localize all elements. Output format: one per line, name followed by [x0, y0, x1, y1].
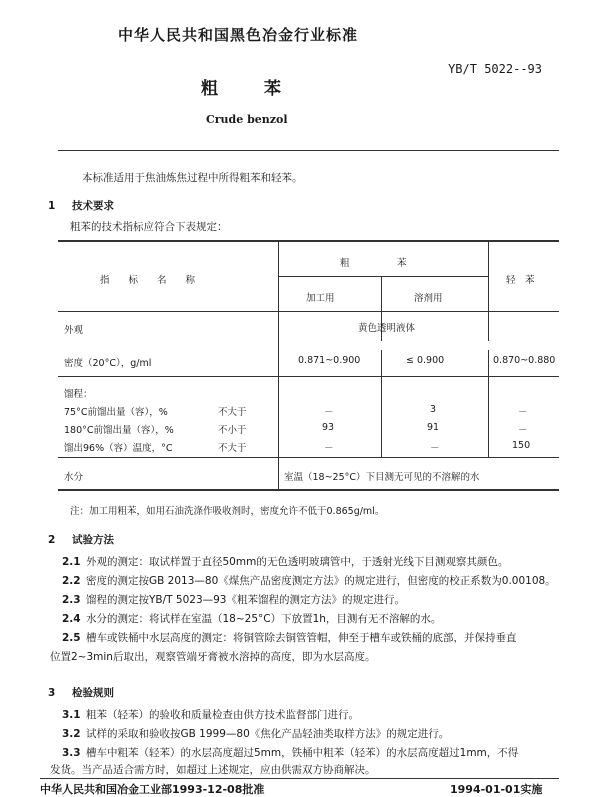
footer-divider [40, 778, 559, 779]
scope-paragraph: 本标准适用于焦油炼焦过程中所得粗苯和轻苯。 [82, 172, 303, 184]
row-value-solvent: － [430, 443, 440, 454]
table-border-top [58, 240, 559, 242]
table-col-rule-2b [381, 350, 382, 376]
row-value-light: － [518, 425, 528, 436]
clause-text: 馏程的测定按YB/T 5023—93《粗苯馏程的测定方法》的规定进行。 [86, 594, 405, 606]
table-water-rule [58, 457, 559, 458]
approval-line: 中华人民共和国冶金工业部1993-12-08批准 [40, 783, 265, 796]
english-title: Crude benzol [206, 113, 288, 126]
row-value-solvent: ≤ 0.900 [406, 355, 445, 366]
table-border-bottom [58, 489, 559, 491]
clause-2-5 [62, 630, 517, 645]
row-value-solvent: 3 [430, 404, 437, 415]
clause-text: 槽车中粗苯（轻苯）的水层高度超过5mm，铁桶中粗苯（轻苯）的水层高度超过1mm，不得 [86, 747, 519, 759]
clause-2-3 [62, 592, 405, 607]
section-title: 检验规则 [72, 687, 114, 699]
section-number: 3 [48, 687, 56, 699]
row-value-processing: － [324, 407, 334, 418]
row-value-light: 150 [512, 440, 531, 451]
section-title: 技术要求 [72, 200, 114, 212]
clause-number: 3.2 [62, 728, 81, 740]
issuing-category: 中华人民共和国黑色冶金行业标准 [118, 26, 359, 44]
section-2-heading [48, 532, 114, 547]
clause-number: 3.1 [62, 709, 81, 721]
clause-3-3-continued: 发货。当产品适合需方时，如超过上述规定，应由供需双方协商解决。 [50, 764, 376, 776]
row-limit: 不小于 [218, 425, 247, 436]
page-title: 粗 苯 [201, 79, 301, 99]
row-name: 馏出96%（容）温度，°C [64, 443, 173, 454]
effective-date: 1994-01-01实施 [450, 783, 543, 796]
title-divider [58, 150, 559, 151]
clause-number: 2.4 [62, 613, 81, 625]
clause-2-4 [62, 611, 441, 626]
row-name: 外观 [64, 325, 84, 336]
table-group-rule [58, 376, 559, 377]
row-limit: 不大于 [218, 407, 247, 418]
row-name: 馏程： [64, 389, 93, 400]
row-value-light: 0.870~0.880 [493, 355, 556, 366]
section-1-heading [48, 198, 114, 213]
row-name: 75°C前馏出量（容），% [64, 407, 168, 418]
col-header-crude: 粗 苯 [340, 258, 407, 269]
standard-number: YB/T 5022--93 [448, 62, 542, 76]
clause-2-2 [62, 573, 556, 588]
row-value-processing: － [324, 443, 334, 454]
row-value-processing: 0.871~0.900 [298, 355, 361, 366]
row-value-solvent: 91 [427, 422, 440, 433]
row-name: 密度（20°C），g/ml [64, 358, 152, 369]
section-number: 2 [48, 534, 56, 546]
clause-text: 试样的采取和验收按GB 1999—80《焦化产品轻油类取样方法》的规定进行。 [86, 728, 450, 740]
table-col-rule-2c [381, 376, 382, 457]
clause-text: 外观的测定：取试样置于直径50mm的无色透明玻璃管中，于透射光线下目测观察其颜色。 [86, 556, 509, 568]
clause-3-3 [62, 745, 518, 760]
table-col-rule-3 [488, 240, 489, 341]
clause-2-1 [62, 554, 508, 569]
row-limit: 不大于 [218, 443, 247, 454]
clause-text: 槽车或铁桶中水层高度的测定：将铜管除去铜管管帽，伸至于槽车或铁桶的底部，并保持垂直 [86, 632, 517, 644]
row-merged-value: 室温（18~25°C）下目测无可见的不溶解的水 [284, 472, 480, 483]
subheader-solvent: 溶剂用 [414, 293, 443, 304]
clause-number: 2.3 [62, 594, 81, 606]
spec-table [58, 240, 559, 490]
row-value-light: － [518, 407, 528, 418]
row-value-processing: 93 [322, 422, 335, 433]
clause-text: 水分的测定：将试样在室温（18~25°C）下放置1h，目测有无不溶解的水。 [86, 613, 442, 625]
clause-text: 粗苯（轻苯）的验收和质量检查由供方技术监督部门进行。 [86, 709, 359, 721]
section-title: 试验方法 [72, 534, 114, 546]
col-header-index: 指 标 名 称 [100, 275, 196, 286]
table-note: 注：加工用粗苯，如用石油洗涤作吸收剂时，密度允许不低于0.865g/ml。 [70, 506, 385, 517]
row-name: 水分 [64, 472, 84, 483]
clause-2-5-continued: 位置2~3min后取出，观察管端牙膏被水溶掉的高度，即为水层高度。 [50, 651, 376, 663]
section-3-heading [48, 685, 114, 700]
col-header-light: 轻 苯 [506, 275, 535, 286]
clause-number: 2.1 [62, 556, 81, 568]
clause-3-2 [62, 726, 449, 741]
section-1-lead: 粗苯的技术指标应符合下表规定： [70, 221, 228, 233]
clause-text: 密度的测定按GB 2013—80《煤焦产品密度测定方法》的规定进行，但密度的校正系数为0.00108。 [86, 575, 556, 587]
clause-3-1 [62, 707, 359, 722]
row-name: 180°C前馏出量（容），% [64, 425, 174, 436]
clause-number: 3.3 [62, 747, 81, 759]
table-col-rule-1 [278, 240, 279, 490]
row-merged-value: 黄色透明液体 [358, 323, 416, 334]
clause-number: 2.2 [62, 575, 81, 587]
table-col-rule-3b [488, 350, 489, 457]
table-header-rule [58, 311, 559, 312]
section-number: 1 [48, 200, 56, 212]
table-subheader-rule [278, 276, 488, 277]
clause-number: 2.5 [62, 632, 81, 644]
subheader-processing: 加工用 [306, 293, 335, 304]
